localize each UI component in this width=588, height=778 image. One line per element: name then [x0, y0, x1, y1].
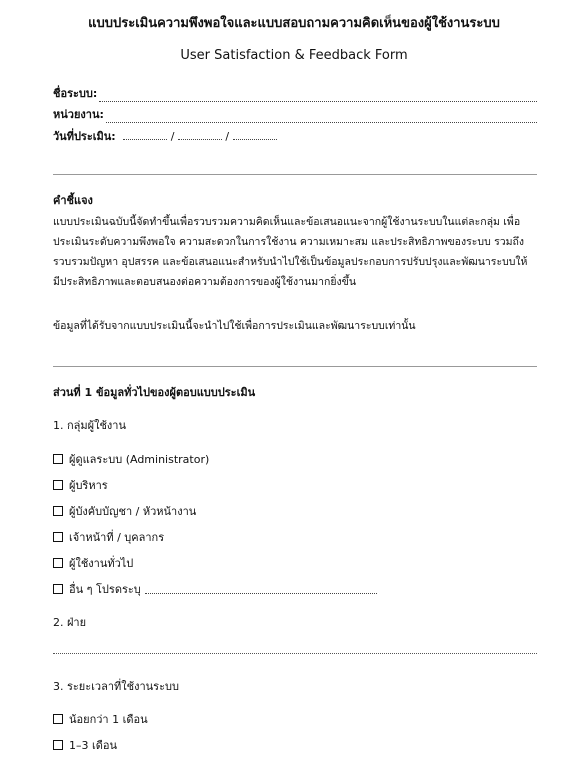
system-name-label: ชื่อระบบ:	[53, 87, 98, 100]
date-month-blank[interactable]	[178, 130, 222, 140]
checkbox[interactable]	[53, 740, 63, 750]
checkbox[interactable]	[53, 584, 63, 594]
question-usage-duration: 3. ระยะเวลาที่ใช้งานระบบ	[53, 680, 179, 693]
checkbox[interactable]	[53, 454, 63, 464]
option-supervisor[interactable]	[53, 502, 196, 520]
divider	[53, 366, 537, 367]
option-label: ผู้บังคับบัญชา / หัวหน้างาน	[69, 505, 197, 518]
department-answer-line[interactable]	[53, 653, 537, 654]
other-specify-blank[interactable]	[145, 584, 377, 594]
date-separator: /	[225, 130, 230, 143]
instructions-paragraph	[53, 212, 537, 292]
instructions-heading: คำชี้แจง	[53, 194, 93, 207]
instructions-line: มีประสิทธิภาพและตอบสนองต่อความต้องการของผู้ใช้งานมากยิ่งขึ้น	[53, 276, 357, 288]
system-name-blank[interactable]	[99, 92, 537, 102]
agency-label: หน่วยงาน:	[53, 108, 104, 121]
option-label: ผู้บริหาร	[69, 479, 108, 492]
evaluation-date-label: วันที่ประเมิน:	[53, 130, 116, 143]
option-label: 1–3 เดือน	[69, 739, 118, 752]
instructions-line: ประเมินระดับความพึงพอใจ ความสะดวกในการใช้งาน ความเหมาะสม และประสิทธิภาพของระบบ รวมถึง	[53, 236, 525, 248]
option-executive[interactable]	[53, 476, 108, 494]
evaluation-date-field[interactable]	[53, 127, 277, 145]
option-label: ผู้ใช้งานทั่วไป	[69, 557, 134, 570]
instructions-note	[53, 316, 537, 336]
checkbox[interactable]	[53, 480, 63, 490]
date-year-blank[interactable]	[233, 130, 277, 140]
option-label: น้อยกว่า 1 เดือน	[69, 713, 148, 726]
checkbox[interactable]	[53, 532, 63, 542]
date-day-blank[interactable]	[123, 130, 167, 140]
option-other[interactable]	[53, 580, 377, 598]
question-department: 2. ฝ่าย	[53, 616, 87, 629]
date-separator: /	[170, 130, 175, 143]
instructions-line: รวบรวมปัญหา อุปสรรค และข้อเสนอแนะสำหรับนำไปใช้เป็นข้อมูลประกอบการปรับปรุงและพัฒนาระบบให้	[53, 256, 528, 268]
form-title-english: User Satisfaction & Feedback Form	[180, 48, 408, 63]
option-staff[interactable]	[53, 528, 164, 546]
agency-field[interactable]	[53, 105, 537, 123]
option-less-than-1-month[interactable]	[53, 710, 148, 728]
option-general-user[interactable]	[53, 554, 133, 572]
section-1-heading: ส่วนที่ 1 ข้อมูลทั่วไปของผู้ตอบแบบประเมิน	[53, 386, 256, 399]
divider	[53, 174, 537, 175]
checkbox[interactable]	[53, 558, 63, 568]
option-1-3-months[interactable]	[53, 736, 117, 754]
system-name-field[interactable]	[53, 84, 537, 102]
option-label: เจ้าหน้าที่ / บุคลากร	[69, 531, 165, 544]
option-label: อื่น ๆ โปรดระบุ	[69, 583, 141, 596]
option-administrator[interactable]	[53, 450, 209, 468]
agency-blank[interactable]	[106, 113, 537, 123]
question-user-group: 1. กลุ่มผู้ใช้งาน	[53, 419, 126, 432]
checkbox[interactable]	[53, 506, 63, 516]
option-label: ผู้ดูแลระบบ (Administrator)	[69, 453, 210, 466]
checkbox[interactable]	[53, 714, 63, 724]
instructions-line: แบบประเมินฉบับนี้จัดทำขึ้นเพื่อรวบรวมความคิดเห็นและข้อเสนอแนะจากผู้ใช้งานระบบในแต่ละกลุ่ม เพื่อ	[53, 216, 521, 228]
instructions-note-text: ข้อมูลที่ได้รับจากแบบประเมินนี้จะนำไปใช้เพื่อการประเมินและพัฒนาระบบเท่านั้น	[53, 320, 416, 332]
form-title-thai: แบบประเมินความพึงพอใจและแบบสอบถามความคิดเห็นของผู้ใช้งานระบบ	[88, 16, 500, 31]
